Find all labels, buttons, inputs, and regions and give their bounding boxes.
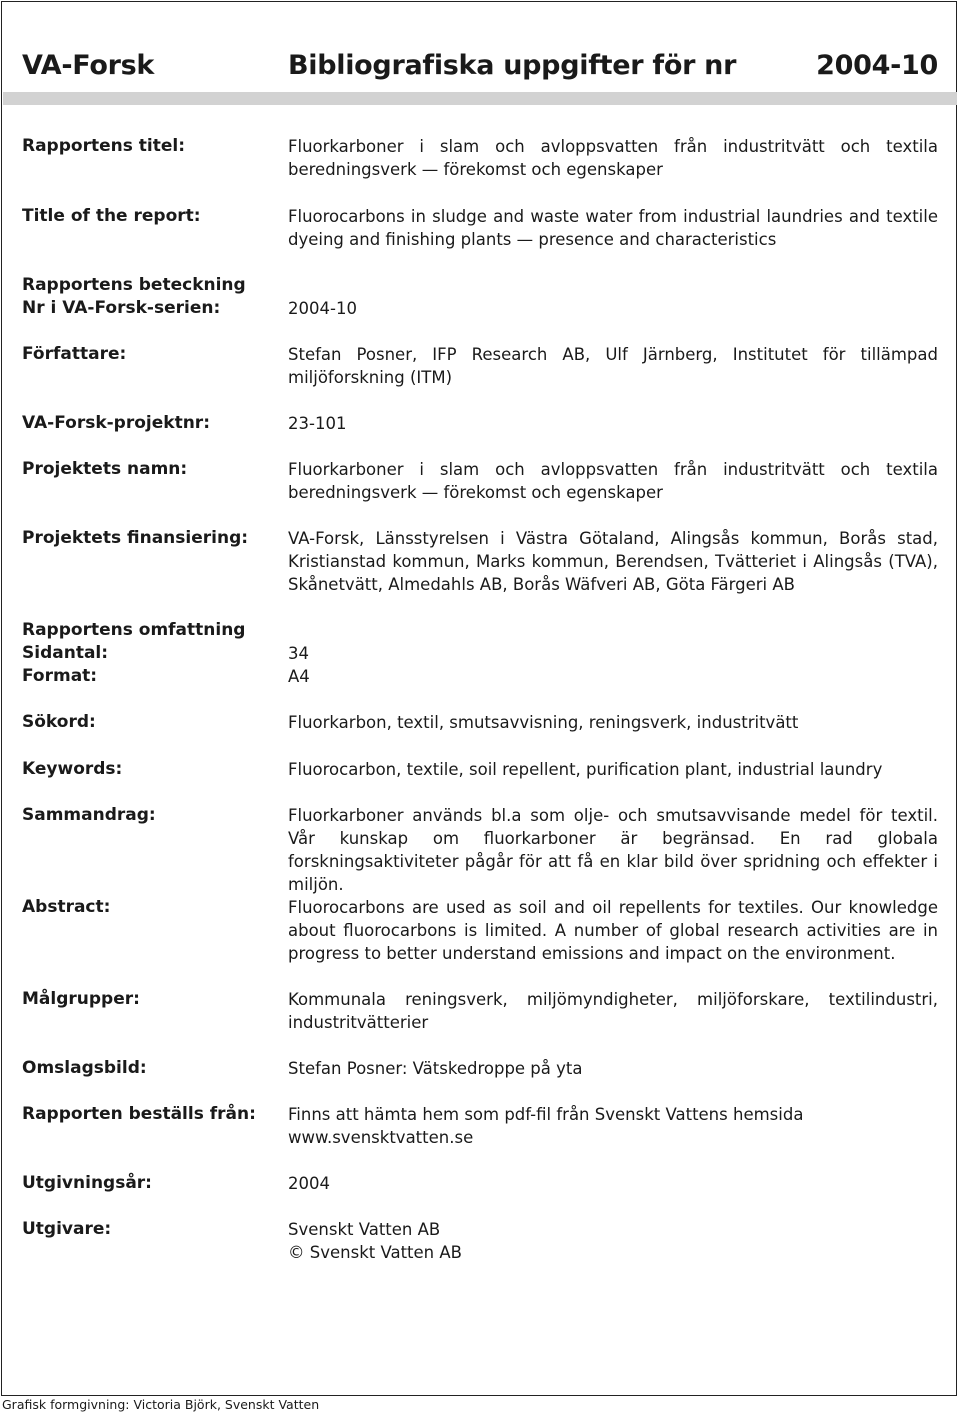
abstract-value: Fluorocarbons are used as soil and oil repellents for textiles. Our knowledge about fluorocarbons is limited. A number of global research activities are in progress to better understand emissions and impact on the environment. bbox=[288, 898, 938, 963]
website-link[interactable]: www.svensktvatten.se bbox=[288, 1128, 474, 1147]
title-value: Fluorocarbons in sludge and waste water from industrial laundries and textile dyeing and finishing plants — presence and characteristics bbox=[288, 207, 938, 249]
malgrupper-label: Målgrupper: bbox=[22, 989, 140, 1009]
omslagsbild-label: Omslagsbild: bbox=[22, 1058, 147, 1078]
finansiering-value: VA-Forsk, Länsstyrelsen i Västra Götaland, Alingsås kommun, Borås stad, Kristianstad kommun, Marks kommun, Berendsen, Tvätteriet i Alingsås (TVA), Skånetvätt, Almedahls AB, Borås Wäfveri AB, Göta Färgeri AB bbox=[288, 529, 938, 594]
projektnr-value: 23-101 bbox=[288, 414, 347, 433]
projektnamn-label: Projektets namn: bbox=[22, 459, 188, 479]
report-number: 2004-10 bbox=[816, 50, 938, 81]
malgrupper-value: Kommunala reningsverk, miljömyndigheter, miljöforskare, textilindustri, industritvätterier bbox=[288, 990, 938, 1032]
title-label: Title of the report: bbox=[22, 206, 201, 226]
format-label: Format: bbox=[22, 666, 98, 686]
design-credit: Grafisk formgivning: Victoria Björk, Svenskt Vatten bbox=[2, 1397, 320, 1412]
bestalls-label: Rapporten beställs från: bbox=[22, 1104, 256, 1124]
omfattning-label bbox=[22, 619, 245, 688]
titel-label: Rapportens titel: bbox=[22, 136, 185, 156]
bestalls-value bbox=[288, 1103, 803, 1149]
sidantal-label: Sidantal: bbox=[22, 643, 109, 663]
sammandrag-label: Sammandrag: bbox=[22, 805, 156, 825]
sokord-value: Fluorkarbon, textil, smutsavvisning, reningsverk, industritvätt bbox=[288, 713, 799, 732]
finansiering-label: Projektets finansiering: bbox=[22, 528, 249, 548]
utgivare-name: Svenskt Vatten AB bbox=[288, 1220, 441, 1239]
copyright-notice: © Svenskt Vatten AB bbox=[288, 1243, 462, 1262]
sammandrag-value: Fluorkarboner används bl.a som olje- och smutsavvisande medel för textil. Vår kunskap om fluorkarboner är begränsad. En rad globala forskningsaktiviteter pågår för att få en klar bild över spridning och effekter i miljön. bbox=[288, 806, 938, 894]
keywords-value: Fluorocarbon, textile, soil repellent, purification plant, industrial laundry bbox=[288, 760, 883, 779]
projektnamn-value: Fluorkarboner i slam och avloppsvatten från industritvätt och textila beredningsverk — förekomst och egenskaper bbox=[288, 460, 938, 502]
bestalls-text: Finns att hämta hem som pdf-fil från Svenskt Vattens hemsida bbox=[288, 1105, 804, 1124]
forfattare-label: Författare: bbox=[22, 344, 127, 364]
beteckning-label-line-2: Nr i VA-Forsk-serien: bbox=[22, 298, 221, 318]
utgivare-value bbox=[288, 1218, 462, 1264]
keywords-label: Keywords: bbox=[22, 759, 123, 779]
sidantal-value: 34 bbox=[288, 644, 309, 663]
projektnr-label: VA-Forsk-projektnr: bbox=[22, 413, 210, 433]
beteckning-label-line-1: Rapportens beteckning bbox=[22, 275, 246, 295]
titel-value: Fluorkarboner i slam och avloppsvatten från industritvätt och textila beredningsverk — förekomst och egenskaper bbox=[288, 137, 938, 179]
beteckning-label bbox=[22, 274, 246, 320]
utgivningsar-value: 2004 bbox=[288, 1174, 330, 1193]
header-rule bbox=[3, 92, 957, 105]
utgivningsar-label: Utgivningsår: bbox=[22, 1173, 152, 1193]
beteckning-value: 2004-10 bbox=[288, 299, 357, 318]
omfattning-heading: Rapportens omfattning bbox=[22, 620, 246, 640]
utgivare-label: Utgivare: bbox=[22, 1219, 112, 1239]
sokord-label: Sökord: bbox=[22, 712, 96, 732]
page-title: Bibliografiska uppgifter för nr bbox=[288, 50, 737, 81]
series-title: VA-Forsk bbox=[22, 50, 155, 81]
forfattare-value: Stefan Posner, IFP Research AB, Ulf Järnberg, Institutet för tillämpad miljöforskning (ITM) bbox=[288, 345, 938, 387]
format-value: A4 bbox=[288, 667, 310, 686]
abstract-label: Abstract: bbox=[22, 897, 111, 917]
omslagsbild-value: Stefan Posner: Vätskedroppe på yta bbox=[288, 1059, 583, 1078]
